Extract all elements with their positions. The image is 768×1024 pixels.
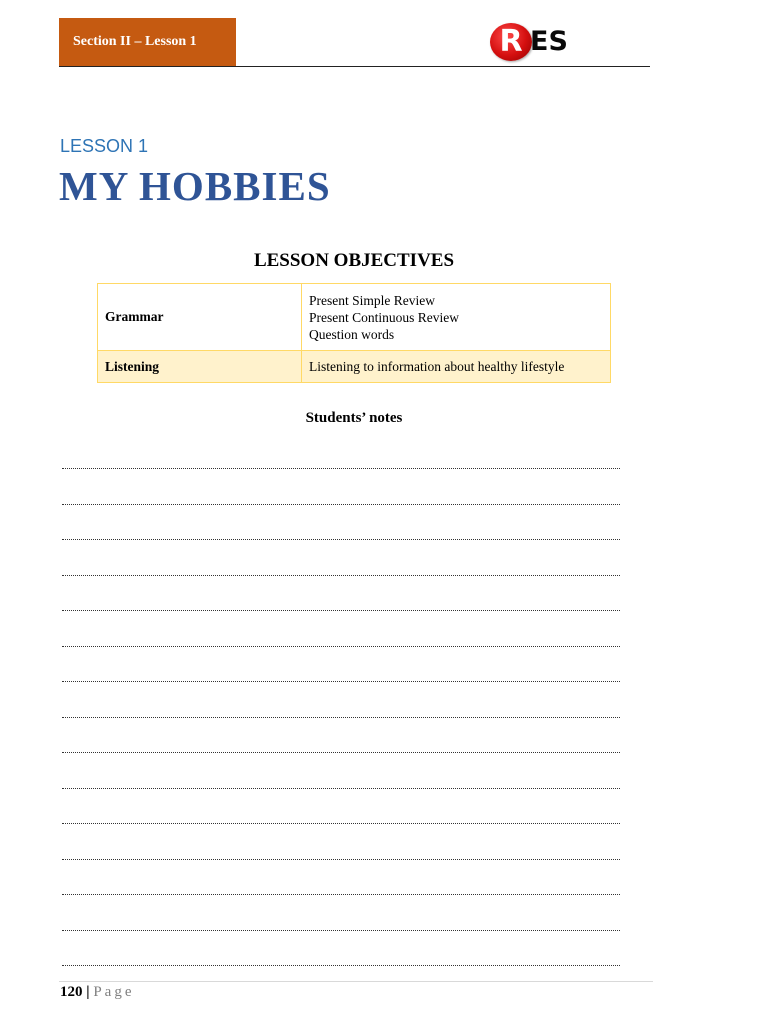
note-line[interactable] bbox=[62, 930, 620, 931]
objectives-row-grammar bbox=[98, 284, 611, 351]
note-line[interactable] bbox=[62, 575, 620, 576]
lesson-label: LESSON 1 bbox=[60, 136, 149, 156]
note-line[interactable] bbox=[62, 823, 620, 824]
objectives-row-listening bbox=[98, 351, 611, 383]
objective-detail: Question words bbox=[309, 326, 395, 342]
logo-letter: R bbox=[499, 24, 523, 59]
note-line[interactable] bbox=[62, 752, 620, 753]
details-cell bbox=[302, 284, 611, 351]
note-line[interactable] bbox=[62, 681, 620, 682]
note-line[interactable] bbox=[62, 610, 620, 611]
logo-text: ES bbox=[530, 26, 568, 57]
note-line[interactable] bbox=[62, 894, 620, 895]
lesson-title: MY HOBBIES bbox=[59, 163, 331, 209]
section-label: Section II – Lesson 1 bbox=[73, 34, 197, 49]
skill-cell: Listening bbox=[98, 351, 302, 383]
skill-cell: Grammar bbox=[98, 284, 302, 351]
note-line[interactable] bbox=[62, 965, 620, 966]
page-number: 120 bbox=[60, 984, 83, 1000]
objectives-heading: LESSON OBJECTIVES bbox=[253, 250, 455, 271]
notes-heading: Students’ notes bbox=[305, 410, 403, 426]
note-line[interactable] bbox=[62, 504, 620, 505]
note-line[interactable] bbox=[62, 539, 620, 540]
note-line[interactable] bbox=[62, 646, 620, 647]
details-cell bbox=[302, 351, 611, 383]
note-line[interactable] bbox=[62, 468, 620, 469]
objective-detail: Listening to information about healthy lifestyle bbox=[309, 359, 565, 374]
objectives-table bbox=[97, 283, 611, 383]
res-logo bbox=[490, 23, 595, 63]
footer-separator: | bbox=[86, 984, 90, 1000]
page-word: Page bbox=[93, 984, 135, 1000]
page-footer bbox=[60, 984, 134, 1001]
header-divider bbox=[59, 66, 650, 67]
note-line[interactable] bbox=[62, 788, 620, 789]
objective-detail: Present Continuous Review bbox=[309, 309, 459, 325]
note-line[interactable] bbox=[62, 717, 620, 718]
note-line[interactable] bbox=[62, 859, 620, 860]
section-tab bbox=[59, 18, 236, 66]
footer-divider bbox=[59, 981, 653, 982]
objective-detail: Present Simple Review bbox=[309, 292, 435, 308]
